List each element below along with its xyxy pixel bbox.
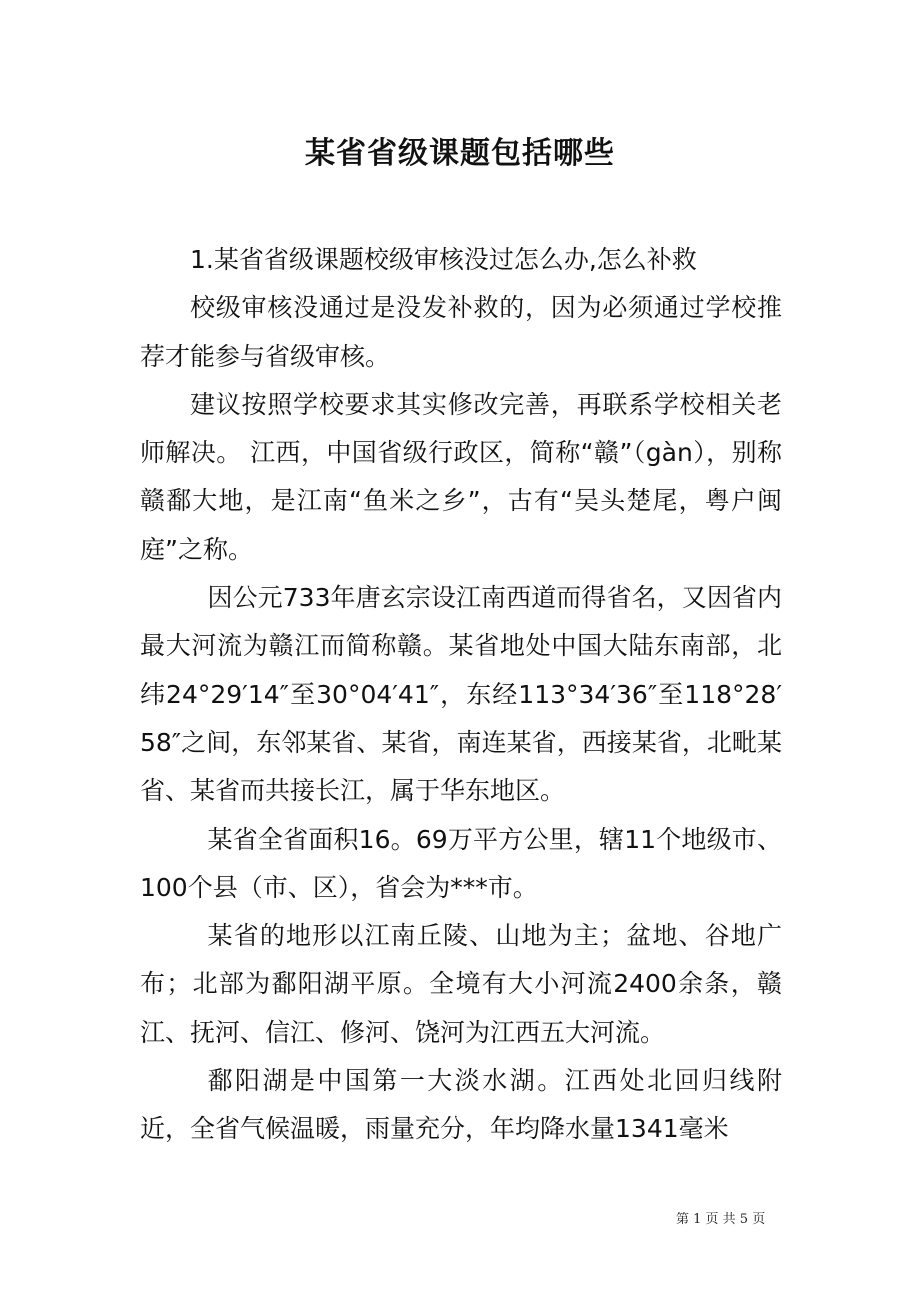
paragraph: 因公元733年唐玄宗设江南西道而得省名，又因省内最大河流为赣江而简称赣。某省地处中国大陆东南部，北纬24°29′14″至30°04′41″，东经113°34′36″至118°28′58″之间，东邻某省、某省，南连某省，西接某省，北毗某省、某省而共接长江，属于华东地区。 (140, 583, 782, 806)
paragraph: 鄱阳湖是中国第一大淡水湖。江西处北回归线附近，全省气候温暖，雨量充分，年均降水量1341毫米 (140, 1066, 782, 1144)
paragraph: 校级审核没通过是没发补救的，因为必须通过学校推荐才能参与省级审核。 (140, 293, 782, 371)
page-number-footer: 第 1 页 共 5 页 (676, 1212, 766, 1227)
document-title: 某省省级课题包括哪些 (305, 136, 615, 171)
document-body (140, 236, 782, 1154)
paragraph: 1.某省省级课题校级审核没过怎么办,怎么补救 (190, 245, 697, 274)
paragraph: 某省全省面积16。69万平方公里，辖11个地级市、100个县（市、区），省会为***市。 (140, 824, 782, 902)
paragraph: 某省的地形以江南丘陵、山地为主；盆地、谷地广布；北部为鄱阳湖平原。全境有大小河流2400余条，赣江、抚河、信江、修河、饶河为江西五大河流。 (140, 921, 782, 1047)
paragraph: 建议按照学校要求其实修改完善，再联系学校相关老师解决。 江西，中国省级行政区，简称“赣”（gàn），别称赣鄱大地，是江南“鱼米之乡”，古有“吴头楚尾，粤户闽庭”之称。 (140, 389, 782, 564)
